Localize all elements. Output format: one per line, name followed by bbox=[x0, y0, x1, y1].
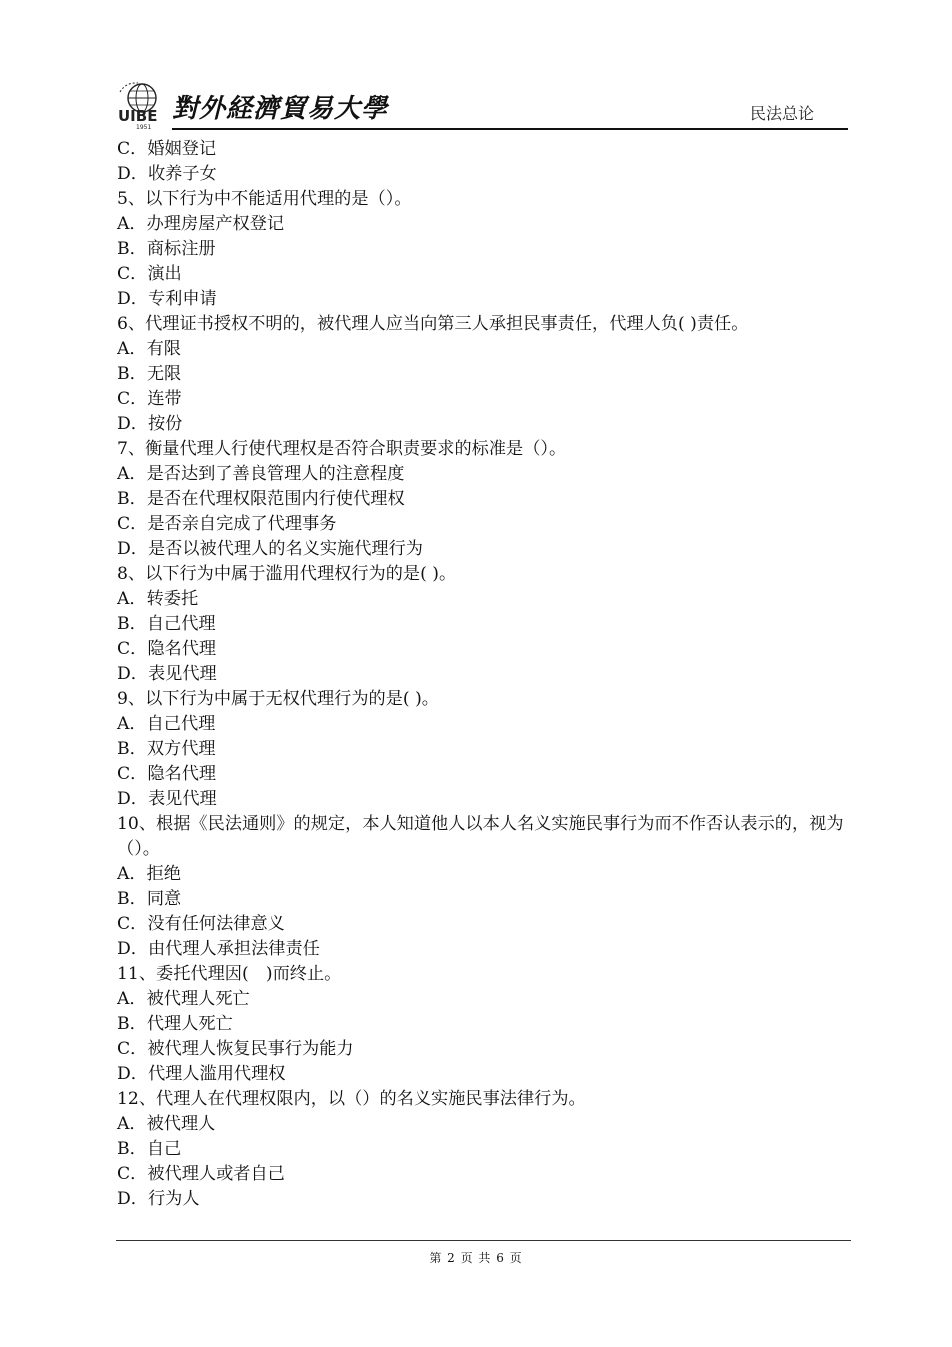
text-line: D．由代理人承担法律责任 bbox=[117, 939, 320, 959]
footer-divider bbox=[116, 1240, 851, 1241]
question-line: 7、衡量代理人行使代理权是否符合职责要求的标准是（）。 bbox=[117, 439, 567, 459]
text-line: B．无限 bbox=[117, 364, 182, 384]
text-line: C．没有任何法律意义 bbox=[117, 914, 285, 934]
question-line: 8、以下行为中属于滥用代理权行为的是( )。 bbox=[117, 564, 457, 584]
text-line: A．转委托 bbox=[117, 589, 199, 609]
text-line: C．连带 bbox=[117, 389, 182, 409]
text-line: D．专利申请 bbox=[117, 289, 217, 309]
text-line: A．是否达到了善良管理人的注意程度 bbox=[117, 464, 405, 484]
text-line: B．自己 bbox=[117, 1139, 182, 1159]
text-line: C．演出 bbox=[117, 264, 182, 284]
text-line: C．婚姻登记 bbox=[117, 139, 217, 159]
text-line: B．商标注册 bbox=[117, 239, 216, 259]
text-line: C．是否亲自完成了代理事务 bbox=[117, 514, 337, 534]
text-line: D．行为人 bbox=[117, 1189, 200, 1209]
text-line: B．自己代理 bbox=[117, 614, 216, 634]
text-line: C．被代理人恢复民事行为能力 bbox=[117, 1039, 354, 1059]
text-line: D．是否以被代理人的名义实施代理行为 bbox=[117, 539, 423, 559]
text-line: A．被代理人死亡 bbox=[117, 989, 250, 1009]
text-line: A．拒绝 bbox=[117, 864, 181, 884]
question-line: 6、代理证书授权不明的，被代理人应当向第三人承担民事责任，代理人负( )责任。 bbox=[117, 314, 749, 334]
text-line: B．同意 bbox=[117, 889, 182, 909]
text-line: A．有限 bbox=[117, 339, 181, 359]
text-line: D．收养子女 bbox=[117, 164, 217, 184]
text-line: A．办理房屋产权登记 bbox=[117, 214, 285, 234]
text-line: B．双方代理 bbox=[117, 739, 216, 759]
text-line: C．隐名代理 bbox=[117, 639, 217, 659]
university-name: 對外経濟貿易大學 bbox=[172, 94, 389, 124]
page-number: 第 2 页 共 6 页 bbox=[429, 1251, 523, 1265]
text-line: B．是否在代理权限范围内行使代理权 bbox=[117, 489, 405, 509]
svg-text:UIBE: UIBE bbox=[118, 107, 158, 125]
question-line: 11、委托代理因( )而终止。 bbox=[117, 964, 342, 984]
question-line: 10、根据《民法通则》的规定，本人知道他人以本人名义实施民事行为而不作否认表示的，视为（）。 bbox=[117, 814, 844, 859]
question-list bbox=[117, 137, 852, 1212]
question-line: 9、以下行为中属于无权代理行为的是( )。 bbox=[117, 689, 439, 709]
text-line: A．自己代理 bbox=[117, 714, 216, 734]
text-line: C．被代理人或者自己 bbox=[117, 1164, 285, 1184]
course-title: 民法总论 bbox=[749, 104, 814, 123]
globe-logo-icon bbox=[112, 80, 168, 130]
page-header bbox=[112, 74, 848, 130]
text-line: D．表见代理 bbox=[117, 789, 217, 809]
text-line: A．被代理人 bbox=[117, 1114, 216, 1134]
text-line: D．表见代理 bbox=[117, 664, 217, 684]
text-line: B．代理人死亡 bbox=[117, 1014, 233, 1034]
university-logo bbox=[112, 80, 168, 130]
text-line: D．按份 bbox=[117, 414, 183, 434]
question-line: 12、代理人在代理权限内，以（）的名义实施民事法律行为。 bbox=[117, 1089, 586, 1109]
text-line: C．隐名代理 bbox=[117, 764, 217, 784]
svg-text:1951: 1951 bbox=[136, 124, 152, 130]
text-line: D．代理人滥用代理权 bbox=[117, 1064, 286, 1084]
header-divider bbox=[172, 128, 848, 130]
question-line: 5、以下行为中不能适用代理的是（）。 bbox=[117, 189, 412, 209]
